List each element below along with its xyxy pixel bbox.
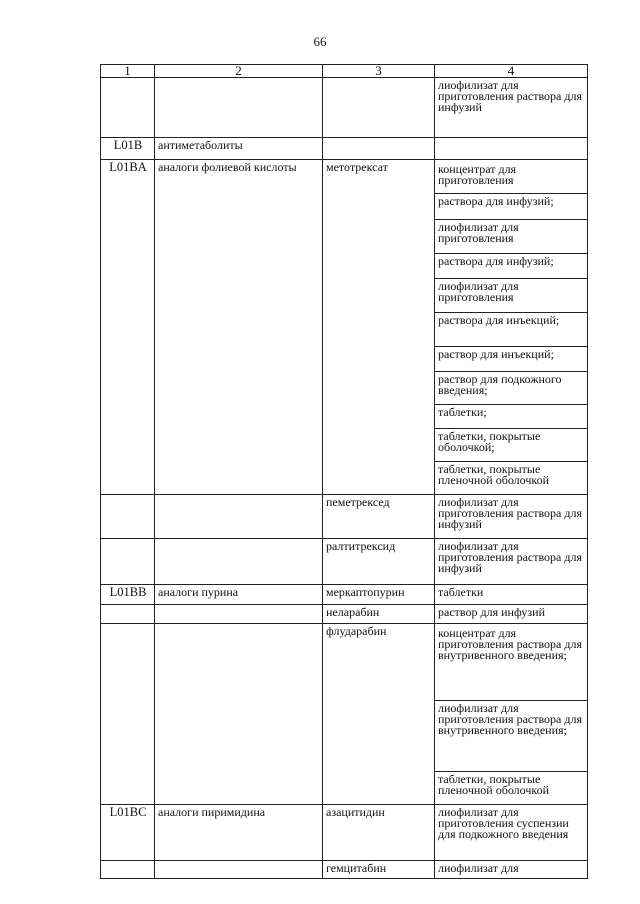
group-cell: аналоги пурина — [155, 585, 323, 605]
dosage-form-line: лиофилизат для приготовления — [435, 220, 587, 254]
atc-code-cell — [101, 605, 155, 624]
table-row — [101, 160, 588, 495]
dosage-form-cell: лиофилизат для приготовления раствора для инфузий — [435, 78, 588, 138]
drug-cell — [323, 138, 435, 160]
dosage-form-line: лиофилизат для приготовления раствора для внутривенного введения; — [435, 701, 587, 772]
dosage-form-line: таблетки, покрытые оболочкой; — [435, 429, 587, 462]
atc-code-cell: L01B — [101, 138, 155, 160]
dosage-form-line: раствор для инъекций; — [435, 347, 587, 372]
header-col-2: 2 — [155, 65, 323, 78]
group-cell — [155, 78, 323, 138]
drug-table — [100, 64, 588, 879]
atc-code-cell: L01BB — [101, 585, 155, 605]
group-cell — [155, 861, 323, 879]
drug-cell: неларабин — [323, 605, 435, 624]
dosage-form-line: лиофилизат для приготовления — [435, 279, 587, 313]
group-cell: аналоги пиримидина — [155, 805, 323, 861]
dosage-form-cell — [435, 624, 588, 805]
dosage-form-cell — [435, 160, 588, 495]
dosage-form-cell — [435, 138, 588, 160]
drug-cell: пеметрексед — [323, 495, 435, 539]
header-col-4: 4 — [435, 65, 588, 78]
atc-code-cell — [101, 78, 155, 138]
dosage-form-line: таблетки; — [435, 405, 587, 429]
dosage-form-line: раствор для подкожного введения; — [435, 372, 587, 405]
table-row — [101, 861, 588, 879]
atc-code-cell — [101, 495, 155, 539]
atc-code-cell — [101, 539, 155, 585]
atc-code-cell: L01BA — [101, 160, 155, 495]
dosage-form-cell: лиофилизат для приготовления суспензии для подкожного введения — [435, 805, 588, 861]
table-row — [101, 624, 588, 805]
table-row — [101, 805, 588, 861]
dosage-form-cell: раствор для инфузий — [435, 605, 588, 624]
group-cell: антиметаболиты — [155, 138, 323, 160]
table-row — [101, 78, 588, 138]
dosage-form-line: концентрат для приготовления — [435, 162, 587, 194]
dosage-form-cell: лиофилизат для приготовления раствора для инфузий — [435, 495, 588, 539]
group-cell — [155, 539, 323, 585]
drug-cell: флударабин — [323, 624, 435, 805]
table-row — [101, 539, 588, 585]
dosage-form-line: раствора для инфузий; — [435, 254, 587, 279]
table-row — [101, 585, 588, 605]
group-cell — [155, 495, 323, 539]
drug-cell: меркаптопурин — [323, 585, 435, 605]
atc-code-cell — [101, 861, 155, 879]
header-col-3: 3 — [323, 65, 435, 78]
drug-cell: азацитидин — [323, 805, 435, 861]
table-row — [101, 495, 588, 539]
dosage-form-line: раствора для инъекций; — [435, 313, 587, 347]
group-cell — [155, 605, 323, 624]
header-col-1: 1 — [101, 65, 155, 78]
dosage-form-line: таблетки, покрытые пленочной оболочкой — [438, 772, 550, 797]
atc-code-cell — [101, 624, 155, 805]
drug-cell — [323, 78, 435, 138]
page-number: 66 — [313, 34, 327, 49]
drug-cell: метотрексат — [323, 160, 435, 495]
dosage-form-line: таблетки, покрытые пленочной оболочкой — [438, 462, 550, 487]
atc-code-cell: L01BC — [101, 805, 155, 861]
drug-cell: ралтитрексид — [323, 539, 435, 585]
dosage-form-line: концентрат для приготовления раствора для внутривенного введения; — [435, 626, 587, 701]
group-cell: аналоги фолиевой кислоты — [155, 160, 323, 495]
drug-cell: гемцитабин — [323, 861, 435, 879]
dosage-form-cell: лиофилизат для приготовления раствора для инфузий — [435, 539, 588, 585]
dosage-form-cell: лиофилизат для — [435, 861, 588, 879]
table-header-row — [101, 65, 588, 78]
table-row — [101, 138, 588, 160]
table-row — [101, 605, 588, 624]
dosage-form-cell: таблетки — [435, 585, 588, 605]
dosage-form-line: раствора для инфузий; — [435, 194, 587, 220]
group-cell — [155, 624, 323, 805]
